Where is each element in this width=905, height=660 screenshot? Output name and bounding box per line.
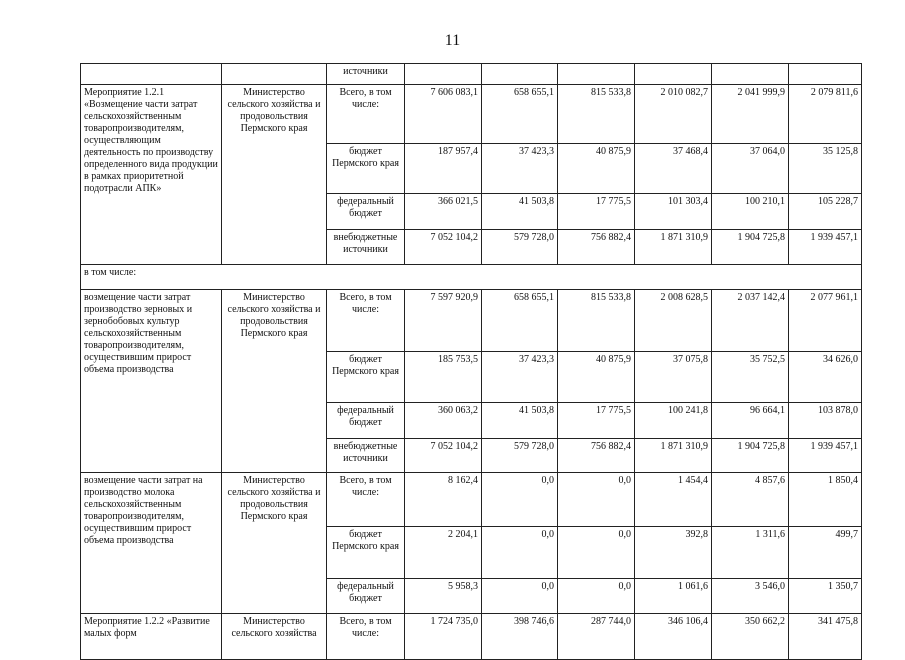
amount-cell: 5 958,3 <box>405 579 482 614</box>
amount-cell: 392,8 <box>635 527 712 579</box>
amount-cell: 350 662,2 <box>712 614 789 660</box>
value-cell <box>789 64 862 85</box>
executor-name: Министерство сельского хозяйства и продовольствия Пермского края <box>222 473 327 614</box>
amount-cell: 658 655,1 <box>482 85 558 144</box>
executor-cell <box>222 64 327 85</box>
amount-cell: 101 303,4 <box>635 194 712 230</box>
amount-cell: 4 857,6 <box>712 473 789 527</box>
page-number: 11 <box>444 32 461 49</box>
value-cell <box>558 64 635 85</box>
amount-cell: 2 010 082,7 <box>635 85 712 144</box>
funding-source: федеральный бюджет <box>327 194 405 230</box>
amount-cell: 41 503,8 <box>482 194 558 230</box>
amount-cell: 35 125,8 <box>789 144 862 194</box>
amount-cell: 1 724 735,0 <box>405 614 482 660</box>
in-that-number-label: в том числе: <box>81 265 862 290</box>
value-cell <box>482 64 558 85</box>
activity-description: возмещение части затрат на производство молока сельскохозяйственным товаропроизводителям, осуществившим прирост объема производства <box>81 473 222 614</box>
amount-cell: 37 423,3 <box>482 144 558 194</box>
amount-cell: 2 041 999,9 <box>712 85 789 144</box>
executor-name: Министерство сельского хозяйства <box>222 614 327 660</box>
amount-cell: 37 423,3 <box>482 352 558 403</box>
funding-source: Всего, в том числе: <box>327 85 405 144</box>
amount-cell: 185 753,5 <box>405 352 482 403</box>
amount-cell: 1 871 310,9 <box>635 230 712 265</box>
amount-cell: 7 052 104,2 <box>405 439 482 473</box>
amount-cell: 2 008 628,5 <box>635 290 712 352</box>
funding-source: Всего, в том числе: <box>327 614 405 660</box>
description-cell <box>81 64 222 85</box>
amount-cell: 815 533,8 <box>558 85 635 144</box>
value-cell <box>405 64 482 85</box>
amount-cell: 100 210,1 <box>712 194 789 230</box>
amount-cell: 41 503,8 <box>482 403 558 439</box>
amount-cell: 1 939 457,1 <box>789 439 862 473</box>
amount-cell: 1 871 310,9 <box>635 439 712 473</box>
amount-cell: 1 850,4 <box>789 473 862 527</box>
amount-cell: 7 597 920,9 <box>405 290 482 352</box>
amount-cell: 105 228,7 <box>789 194 862 230</box>
amount-cell: 287 744,0 <box>558 614 635 660</box>
amount-cell: 0,0 <box>482 579 558 614</box>
amount-cell: 37 075,8 <box>635 352 712 403</box>
amount-cell: 579 728,0 <box>482 439 558 473</box>
amount-cell: 2 037 142,4 <box>712 290 789 352</box>
table-row <box>81 85 862 144</box>
funding-source: федеральный бюджет <box>327 403 405 439</box>
amount-cell: 0,0 <box>558 527 635 579</box>
amount-cell: 1 311,6 <box>712 527 789 579</box>
funding-source: внебюджетные источники <box>327 230 405 265</box>
activity-description: Мероприятие 1.2.1 «Возмещение части затрат сельскохозяйственным товаропроизводителям, осуществляющим деятельность по производству определенного вида продукции в рамках приоритетной подотрасли АПК» <box>81 85 222 265</box>
amount-cell: 1 904 725,8 <box>712 439 789 473</box>
amount-cell: 187 957,4 <box>405 144 482 194</box>
amount-cell: 756 882,4 <box>558 439 635 473</box>
table-row-subheading <box>81 265 862 290</box>
funding-source: федеральный бюджет <box>327 579 405 614</box>
amount-cell: 1 061,6 <box>635 579 712 614</box>
amount-cell: 499,7 <box>789 527 862 579</box>
table-row <box>81 614 862 660</box>
funding-source: бюджет Пермского края <box>327 144 405 194</box>
amount-cell: 1 454,4 <box>635 473 712 527</box>
amount-cell: 1 939 457,1 <box>789 230 862 265</box>
table-row <box>81 473 862 527</box>
amount-cell: 2 204,1 <box>405 527 482 579</box>
amount-cell: 579 728,0 <box>482 230 558 265</box>
value-cell <box>712 64 789 85</box>
table-row-continued <box>81 64 862 85</box>
funding-source: бюджет Пермского края <box>327 527 405 579</box>
amount-cell: 0,0 <box>558 473 635 527</box>
amount-cell: 658 655,1 <box>482 290 558 352</box>
amount-cell: 1 350,7 <box>789 579 862 614</box>
source-cell: источники <box>327 64 405 85</box>
executor-name: Министерство сельского хозяйства и продовольствия Пермского края <box>222 290 327 473</box>
budget-table <box>80 63 862 660</box>
amount-cell: 0,0 <box>482 473 558 527</box>
amount-cell: 35 752,5 <box>712 352 789 403</box>
funding-source: внебюджетные источники <box>327 439 405 473</box>
funding-source: Всего, в том числе: <box>327 473 405 527</box>
amount-cell: 2 079 811,6 <box>789 85 862 144</box>
value-cell <box>635 64 712 85</box>
amount-cell: 0,0 <box>482 527 558 579</box>
executor-name: Министерство сельского хозяйства и продовольствия Пермского края <box>222 85 327 265</box>
funding-source: бюджет Пермского края <box>327 352 405 403</box>
amount-cell: 366 021,5 <box>405 194 482 230</box>
amount-cell: 103 878,0 <box>789 403 862 439</box>
activity-description: возмещение части затрат производство зерновых и зернобобовых культур сельскохозяйственным товаропроизводителям, осуществившим прирост объема производства <box>81 290 222 473</box>
amount-cell: 17 775,5 <box>558 403 635 439</box>
amount-cell: 96 664,1 <box>712 403 789 439</box>
amount-cell: 7 052 104,2 <box>405 230 482 265</box>
amount-cell: 398 746,6 <box>482 614 558 660</box>
amount-cell: 40 875,9 <box>558 352 635 403</box>
amount-cell: 756 882,4 <box>558 230 635 265</box>
amount-cell: 100 241,8 <box>635 403 712 439</box>
funding-source: Всего, в том числе: <box>327 290 405 352</box>
amount-cell: 2 077 961,1 <box>789 290 862 352</box>
amount-cell: 40 875,9 <box>558 144 635 194</box>
amount-cell: 0,0 <box>558 579 635 614</box>
amount-cell: 1 904 725,8 <box>712 230 789 265</box>
amount-cell: 34 626,0 <box>789 352 862 403</box>
amount-cell: 360 063,2 <box>405 403 482 439</box>
amount-cell: 815 533,8 <box>558 290 635 352</box>
amount-cell: 37 064,0 <box>712 144 789 194</box>
amount-cell: 8 162,4 <box>405 473 482 527</box>
amount-cell: 341 475,8 <box>789 614 862 660</box>
amount-cell: 3 546,0 <box>712 579 789 614</box>
table-body <box>81 64 862 660</box>
table-row <box>81 290 862 352</box>
amount-cell: 17 775,5 <box>558 194 635 230</box>
activity-description: Мероприятие 1.2.2 «Развитие малых форм <box>81 614 222 660</box>
amount-cell: 7 606 083,1 <box>405 85 482 144</box>
amount-cell: 37 468,4 <box>635 144 712 194</box>
amount-cell: 346 106,4 <box>635 614 712 660</box>
